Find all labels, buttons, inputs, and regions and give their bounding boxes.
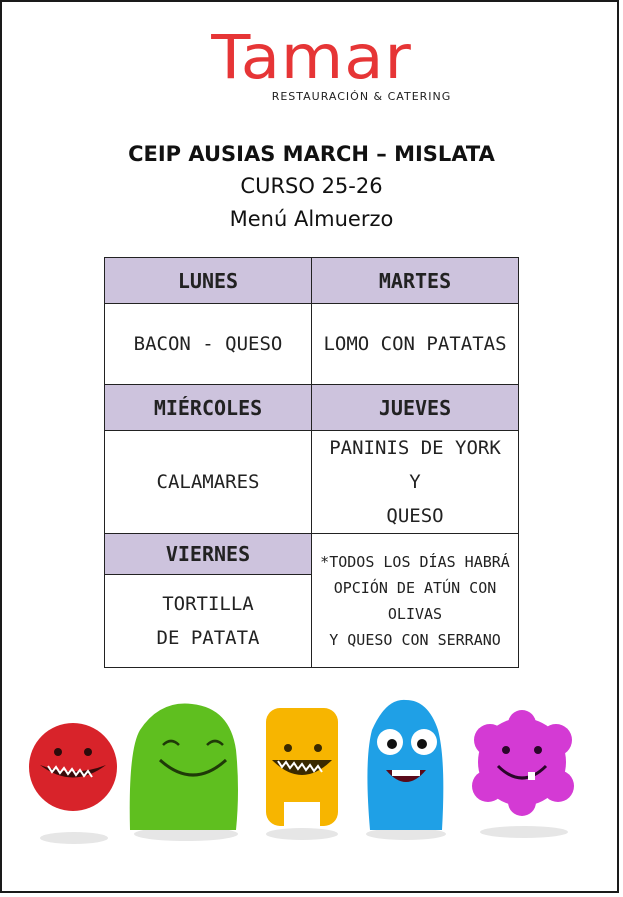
- menu-note-line2: OPCIÓN DE ATÚN CON OLIVAS: [333, 578, 497, 623]
- menu-note-line3: Y QUESO CON SERRANO: [329, 630, 501, 649]
- dish-tuesday: LOMO CON PATATAS: [312, 304, 519, 385]
- dish-thursday-line2: QUESO: [386, 505, 444, 527]
- day-header-thursday: JUEVES: [312, 385, 519, 431]
- red-monster-icon: [29, 723, 117, 811]
- table-row: [105, 258, 519, 304]
- menu-note-line1: *TODOS LOS DÍAS HABRÁ: [320, 552, 510, 571]
- menu-title: Menú Almuerzo: [229, 207, 394, 231]
- blue-monster-icon: [367, 700, 443, 830]
- brand-tagline: RESTAURACIÓN & CATERING: [271, 90, 452, 103]
- purple-monster-icon: [472, 710, 574, 816]
- dish-thursday-line1: PANINIS DE YORK Y: [329, 437, 501, 493]
- green-monster-icon: [130, 704, 238, 830]
- menu-note: [312, 534, 519, 668]
- table-row: [105, 431, 519, 534]
- day-header-friday: VIERNES: [105, 534, 312, 575]
- dish-thursday: [312, 431, 519, 534]
- dish-friday-line1: TORTILLA: [162, 593, 254, 615]
- table-row: [105, 304, 519, 385]
- brand-logo: [0, 22, 623, 103]
- menu-table: [104, 257, 519, 668]
- day-header-monday: LUNES: [105, 258, 312, 304]
- dish-friday-line2: DE PATATA: [156, 627, 260, 649]
- day-header-wednesday: MIÉRCOLES: [105, 385, 312, 431]
- school-title: CEIP AUSIAS MARCH – MISLATA: [128, 142, 495, 166]
- course-label: CURSO 25-26: [240, 174, 383, 198]
- table-row: [105, 534, 519, 575]
- brand-name: Tamar: [211, 22, 412, 94]
- day-header-tuesday: MARTES: [312, 258, 519, 304]
- monsters-illustration: [0, 690, 623, 860]
- dish-monday: BACON - QUESO: [105, 304, 312, 385]
- table-row: [105, 385, 519, 431]
- dish-friday: [105, 575, 312, 668]
- yellow-monster-icon: [266, 708, 338, 828]
- dish-wednesday: CALAMARES: [105, 431, 312, 534]
